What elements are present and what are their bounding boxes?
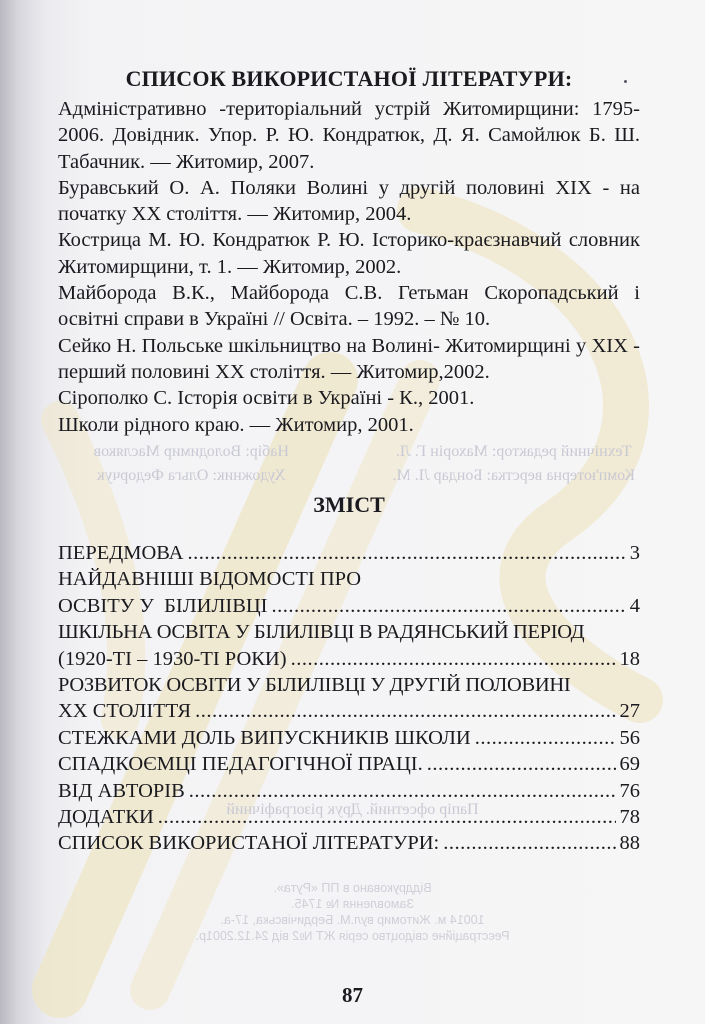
toc-item-title: XX СТОЛІТТЯ xyxy=(58,700,192,723)
show-through-line: Папір офсетний. Друк різографічний xyxy=(226,801,479,818)
toc-item[interactable] xyxy=(58,619,640,672)
toc-item-page: 3 xyxy=(629,542,640,564)
show-through-line: 10014 м. Житомир вул.М. Бердичівська, 17-а. xyxy=(220,913,485,927)
toc-item[interactable] xyxy=(58,804,640,830)
show-through-line: Комп'ютерна верстка: Бондар Л. М. xyxy=(392,467,635,484)
toc-leader-dots xyxy=(272,593,626,619)
toc-leader-dots xyxy=(291,646,616,672)
toc-item-title: ПЕРЕДМОВА xyxy=(58,542,184,564)
bibliography-entry: Адміністративно -територіальний устрій Житомирщини: 1795-2006. Довідник. Упор. Р. Ю. Кондратюк, Д. Я. Самойлюк Б. Ш. Табачник. — Житомир, 2007. xyxy=(58,98,640,173)
show-through-imprint xyxy=(0,880,705,944)
toc-item-title: СПАДКОЄМЦІ ПЕДАГОГІЧНОЇ ПРАЦІ. xyxy=(58,753,423,776)
toc-item-page: 88 xyxy=(619,832,640,855)
toc-item-page: 76 xyxy=(619,779,640,802)
bibliography-entry: Школи рідного краю. — Житомир, 2001. xyxy=(58,413,414,436)
bibliography-title: СПИСОК ВИКОРИСТАНОЇ ЛІТЕРАТУРИ: xyxy=(125,66,573,91)
toc-item-title: СТЕЖКАМИ ДОЛЬ ВИПУСКНИКІВ ШКОЛИ xyxy=(58,726,471,749)
toc-leader-dots xyxy=(195,698,615,724)
toc-item-title: ДОДАТКИ xyxy=(58,806,154,829)
bibliography-entry: Кострица М. Ю. Кондратюк Р. Ю. Історико-краєзнавчий словник Житомирщини, т. 1. — Житомир, 2002. xyxy=(58,229,640,278)
toc-item-title: (1920-ТІ – 1930-ТІ РОКИ) xyxy=(58,647,287,670)
toc-leader-dots xyxy=(189,778,616,804)
show-through-line: Технічний редактор: Махорін Г. Л. xyxy=(395,443,632,460)
toc-item-page: 18 xyxy=(619,647,640,670)
show-through-line: Замовлення № 1745. xyxy=(291,897,414,911)
toc-item[interactable] xyxy=(58,540,640,566)
toc-item-title: ШКІЛЬНА ОСВІТА У БІЛИЛІВЦІ В РАДЯНСЬКИЙ ПЕРІОД xyxy=(58,621,585,644)
toc-item-page: 27 xyxy=(619,700,640,723)
toc-leader-dots xyxy=(158,804,616,830)
toc-item[interactable] xyxy=(58,566,640,619)
toc-item[interactable] xyxy=(58,672,640,725)
show-through-line: Набір: Володимир Масляков xyxy=(93,443,289,460)
toc-item-page: 4 xyxy=(629,594,640,617)
toc-item[interactable] xyxy=(58,751,640,777)
toc-leader-dots xyxy=(443,830,615,856)
toc-item-title: НАЙДАВНІШІ ВІДОМОСТІ ПРО xyxy=(58,568,362,591)
toc-item-page: 56 xyxy=(619,726,640,749)
show-through-line: Реєстраційне свідоцтво серія ЖТ №2 від 24.12.2001р. xyxy=(195,929,510,943)
toc-item[interactable] xyxy=(58,830,640,856)
bibliography-entry: Сейко Н. Польське шкільництво на Волині- Житомирщині у XIX - перший половині XX століття. — Житомир,2002. xyxy=(58,334,640,383)
bibliography-entry: Сірополко С. Історія освіти в Україні - К., 2001. xyxy=(58,387,475,410)
show-through-colophon xyxy=(0,440,705,488)
toc-item-page: 69 xyxy=(619,753,640,776)
page-number: 87 xyxy=(342,983,363,1007)
bibliography-entry: Буравський О. А. Поляки Волині у другій половині XIX - на початку XX століття. — Житомир, 2004. xyxy=(58,176,640,226)
bibliography-entry: Майборода В.К., Майборода С.В. Гетьман Скоропадський і освітні справи в Україні // Освіта. – 1992. – № 10. xyxy=(58,282,640,331)
toc-item[interactable] xyxy=(58,778,640,804)
toc-leader-dots xyxy=(187,540,625,566)
toc-item[interactable] xyxy=(58,725,640,751)
toc-item-title: ВІД АВТОРІВ xyxy=(58,779,185,802)
table-of-contents xyxy=(58,540,640,857)
toc-leader-dots xyxy=(427,751,616,777)
toc-item-title: ОСВІТУ У БІЛИЛІВЦІ xyxy=(58,594,268,617)
show-through-line: Віддруковано в ПП «Рута». xyxy=(273,881,432,895)
toc-item-page: 78 xyxy=(619,806,640,829)
toc-leader-dots xyxy=(475,725,616,751)
contents-title: ЗМІСТ xyxy=(313,492,385,517)
bibliography-list xyxy=(58,96,640,438)
toc-item-title: РОЗВИТОК ОСВІТИ У БІЛИЛІВЦІ У ДРУГІЙ ПОЛОВИНІ xyxy=(58,674,571,697)
toc-item-title: СПИСОК ВИКОРИСТАНОЇ ЛІТЕРАТУРИ: xyxy=(58,832,440,855)
show-through-line: Художник: Ольга Федорчук xyxy=(96,467,286,484)
